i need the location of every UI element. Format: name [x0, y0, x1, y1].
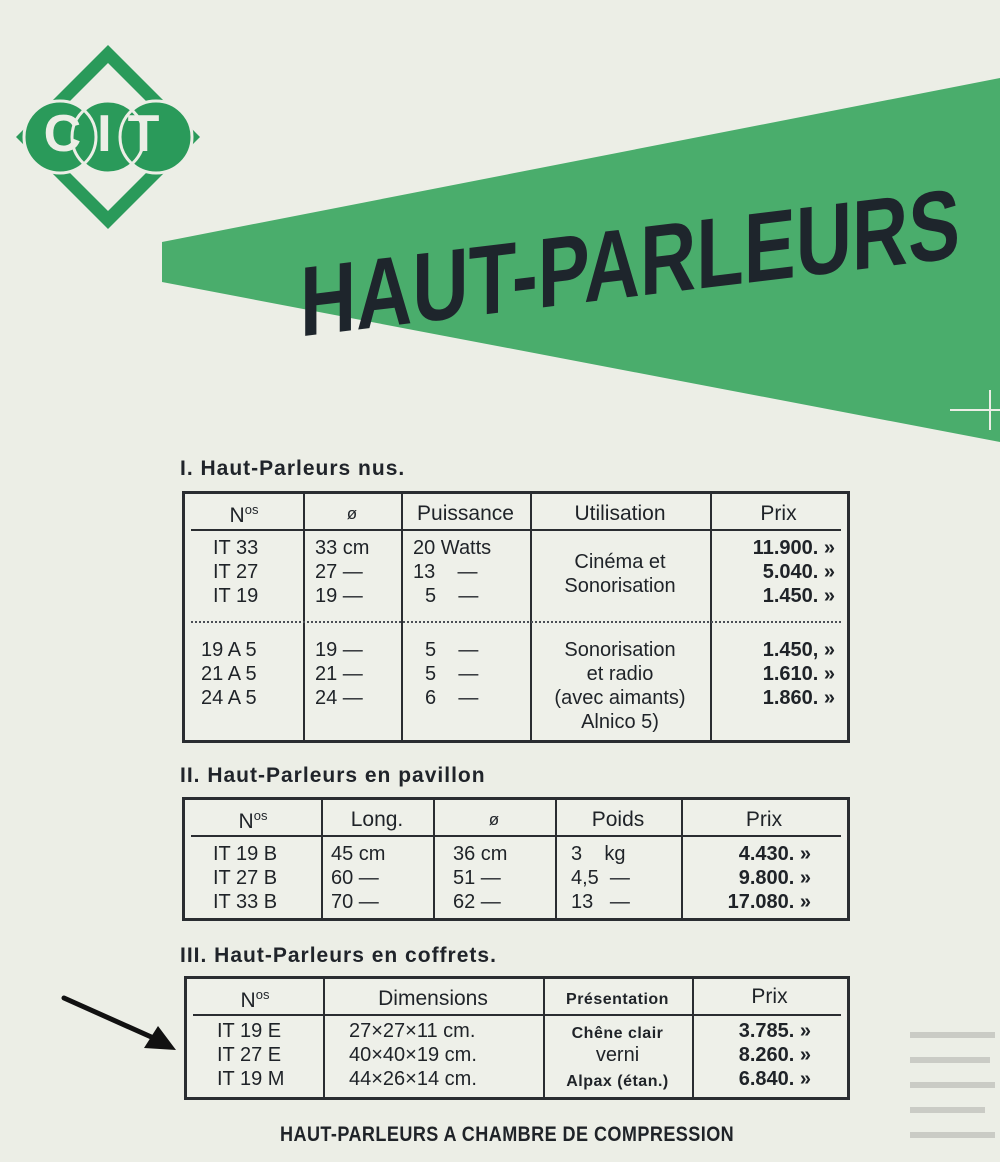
p-row0-nos: IT 19 B: [213, 843, 278, 865]
header-nos: $N^{os}$: [229, 502, 259, 527]
g1-price-2: 1.450. »: [762, 585, 835, 607]
p-row2-len: 70 —: [331, 891, 379, 913]
p-row2-price: 17.080. »: [727, 891, 811, 913]
p-row0-diam: 36 cm: [453, 843, 508, 865]
c-row1-pres: verni: [595, 1044, 640, 1066]
p-row2-diam: 62 —: [453, 891, 501, 913]
g1-use-1: Sonorisation: [564, 575, 676, 597]
g1-diam-1: 27 —: [315, 561, 363, 583]
g2-power-1: 5 —: [425, 663, 479, 685]
p-row0-weight: 3 kg: [571, 843, 626, 865]
c-row2-price: 6.840. »: [738, 1068, 811, 1090]
p-row1-nos: IT 27 B: [213, 867, 278, 889]
p-row2-weight: 13 —: [571, 891, 630, 913]
g1-use-0: Cinéma et: [574, 551, 666, 573]
p-row1-len: 60 —: [331, 867, 379, 889]
header-length: Long.: [350, 808, 404, 831]
arrow-icon: [58, 990, 188, 1060]
c-row1-nos: IT 27 E: [217, 1044, 282, 1066]
header-power: Puissance: [417, 502, 514, 525]
compression-chamber-title: HAUT-PARLEURS A CHAMBRE DE COMPRESSION: [280, 1123, 735, 1146]
p-row1-diam: 51 —: [453, 867, 501, 889]
banner-title-text: HAUT-PARLEURS: [300, 181, 843, 358]
g2-nos-2: 24 A 5: [201, 687, 257, 709]
g2-price-2: 1.860. »: [762, 687, 835, 709]
table-1: [182, 491, 850, 743]
g1-nos-1: IT 27: [213, 561, 259, 583]
p-row2-nos: IT 33 B: [213, 891, 278, 913]
header-diameter: ø: [346, 504, 358, 523]
header-presentation: Présentation: [566, 991, 669, 1008]
c-row2-dim: 44×26×14 cm.: [349, 1068, 477, 1090]
g2-nos-0: 19 A 5: [201, 639, 257, 661]
g1-price-1: 5.040. »: [762, 561, 835, 583]
g1-power-0: 20 Watts: [413, 537, 492, 559]
header-nos: $N^{os}$: [238, 808, 268, 833]
p-row0-price: 4.430. »: [738, 843, 811, 865]
c-row0-nos: IT 19 E: [217, 1020, 282, 1042]
g2-nos-1: 21 A 5: [201, 663, 257, 685]
g1-diam-2: 19 —: [315, 585, 363, 607]
p-row1-weight: 4,5 —: [571, 867, 630, 889]
c-row1-dim: 40×40×19 cm.: [349, 1044, 477, 1066]
c-row0-pres: Chêne clair: [571, 1025, 664, 1042]
header-price: Prix: [745, 808, 783, 831]
g1-nos-0: IT 33: [213, 537, 259, 559]
g2-diam-0: 19 —: [315, 639, 363, 661]
c-row2-pres: Alpax (étan.): [566, 1073, 669, 1090]
table-2: [182, 797, 850, 921]
g2-diam-2: 24 —: [315, 687, 363, 709]
header-diameter: ø: [488, 810, 500, 829]
g1-price-0: 11.900. »: [752, 537, 835, 559]
header-nos: $N^{os}$: [240, 987, 270, 1012]
section-3-title: III. Haut-Parleurs en coffrets.: [180, 944, 497, 967]
g1-power-1: 13 —: [413, 561, 478, 583]
g2-use-3: Alnico 5): [581, 711, 659, 733]
c-row0-dim: 27×27×11 cm.: [349, 1020, 476, 1042]
show-through-texture: [905, 1020, 1000, 1160]
c-row0-price: 3.785. »: [738, 1020, 811, 1042]
g2-power-0: 5 —: [425, 639, 479, 661]
g2-use-1: et radio: [586, 663, 654, 685]
g2-use-2: (avec aimants): [554, 687, 686, 709]
g2-price-1: 1.610. »: [762, 663, 835, 685]
c-row1-price: 8.260. »: [738, 1044, 811, 1066]
header-price: Prix: [760, 502, 797, 525]
logo-text: CIT: [43, 105, 176, 163]
table-3: [184, 976, 850, 1100]
g1-power-2: 5 —: [425, 585, 479, 607]
header-price: Prix: [751, 985, 788, 1008]
g1-diam-0: 33 cm: [315, 537, 370, 559]
header-use: Utilisation: [574, 502, 666, 525]
g2-use-0: Sonorisation: [564, 639, 676, 661]
section-2-title: II. Haut-Parleurs en pavillon: [180, 764, 486, 787]
p-row1-price: 9.800. »: [738, 867, 811, 889]
g2-power-2: 6 —: [425, 687, 479, 709]
g2-price-0: 1.450, »: [762, 639, 835, 661]
p-row0-len: 45 cm: [331, 843, 386, 865]
section-1-title: I. Haut-Parleurs nus.: [180, 457, 406, 480]
c-row2-nos: IT 19 M: [217, 1068, 285, 1090]
g2-diam-1: 21 —: [315, 663, 363, 685]
banner-title: [300, 150, 990, 390]
g1-nos-2: IT 19: [213, 585, 259, 607]
header-dimensions: Dimensions: [378, 987, 488, 1010]
header-weight: Poids: [591, 808, 645, 831]
